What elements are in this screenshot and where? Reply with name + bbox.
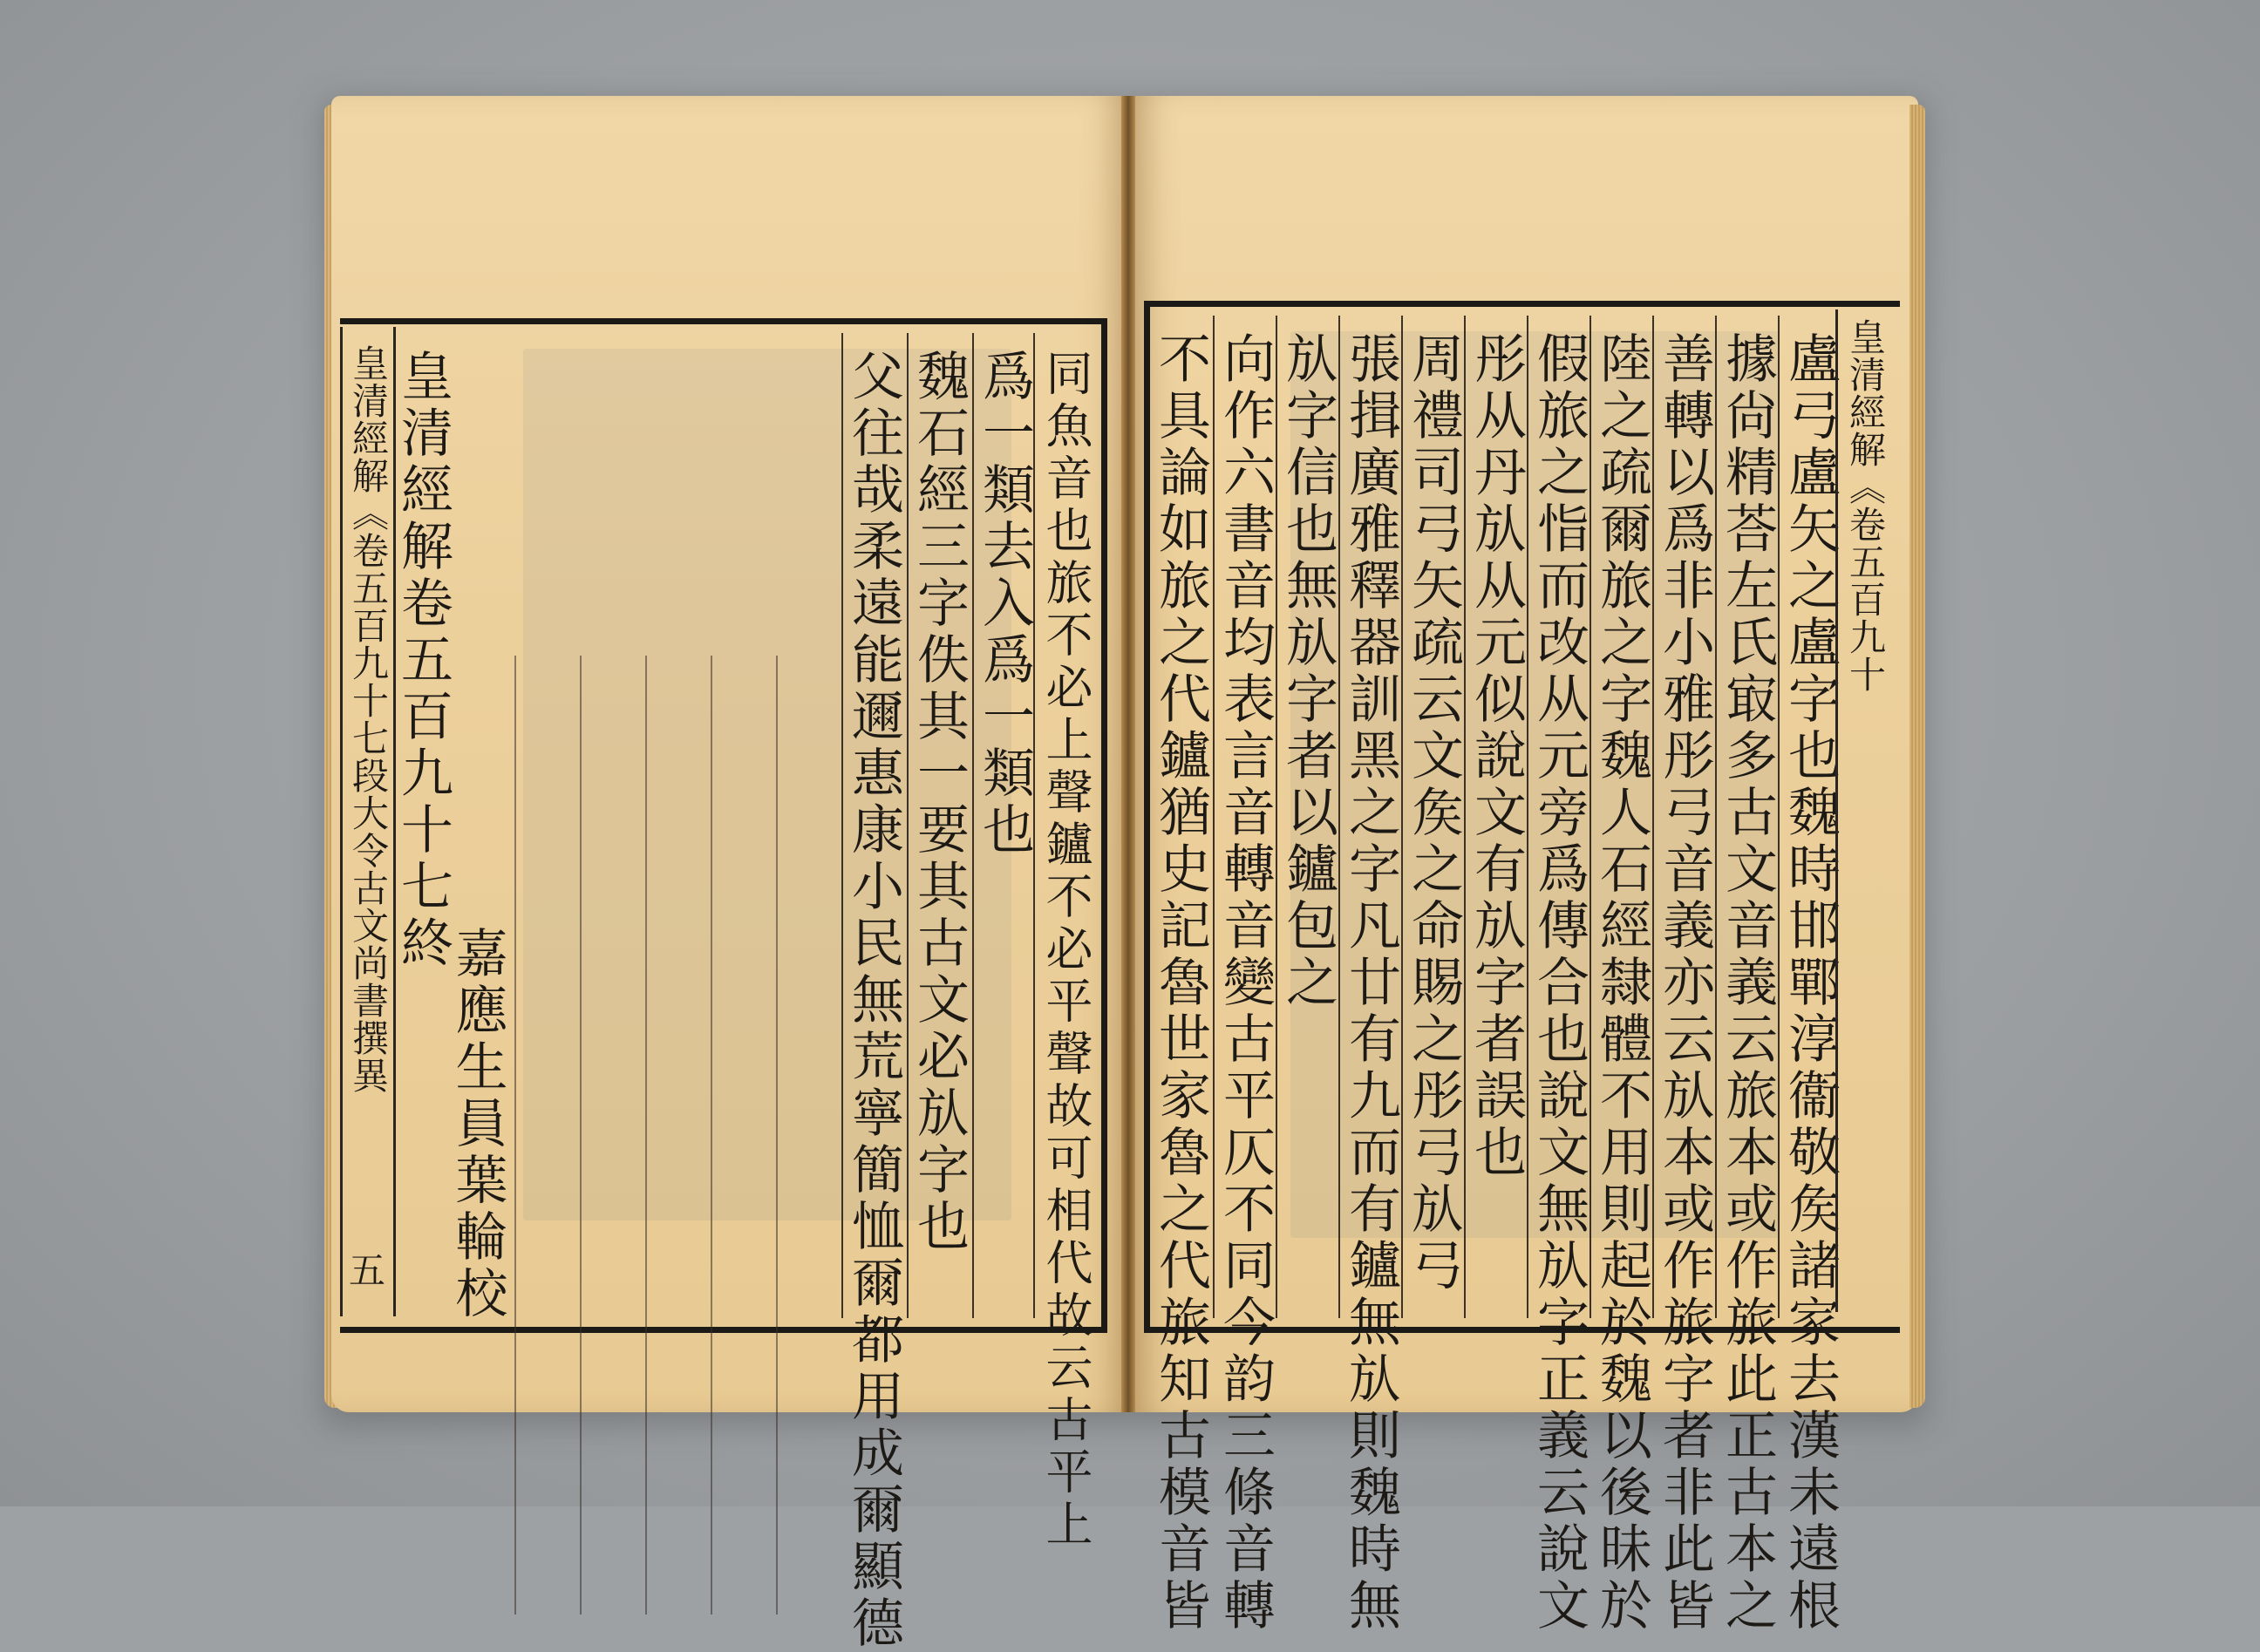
left-margin-strip: [340, 327, 396, 1316]
book-gutter: [1121, 96, 1135, 1412]
text-column: [841, 333, 904, 1652]
right-column-1: 盧弓盧矢之盧字也魏時邯鄲淳衞敬矦諸家去漢未遠根: [1780, 331, 1841, 1635]
right-column-5: 假旅之恉而改从元旁爲傳合也說文無㫃字正義云說文: [1528, 331, 1589, 1635]
text-column: [1276, 316, 1338, 1318]
text-column: [445, 333, 510, 1322]
frame-inner-border: [1101, 324, 1107, 1327]
left-column-1: 同魚音也旅不必上聲鑪不必平聲故可相代故云古平上: [1038, 349, 1093, 1552]
text-column: [1033, 333, 1096, 1552]
margin-title-left: 皇清經解《卷五百九十七段大令古文尚書撰異: [347, 344, 390, 1094]
ruled-column: [580, 656, 634, 1615]
right-column-11: 不具論如旅之代鑪猶史記魯世家魯之代旅知古模音皆: [1150, 331, 1211, 1635]
text-column: [1213, 316, 1276, 1635]
right-column-2: 據尙精荅左氏㝡多古文音義云旅本或作旅此正古本之: [1717, 331, 1778, 1635]
ruled-column: [514, 656, 568, 1615]
ruled-column: [711, 656, 765, 1615]
text-column: [1464, 316, 1527, 1318]
text-column: [1652, 316, 1715, 1635]
right-column-7: 周禮司弓矢疏云文矦之命賜之彤弓㫃弓: [1403, 331, 1464, 1295]
margin-page-number: 五: [349, 1249, 386, 1292]
text-column: [1150, 316, 1211, 1635]
text-column: [1338, 316, 1401, 1635]
ruled-column: [645, 656, 699, 1615]
right-column-10: 向作六書音均表言音轉音變古平仄不同今韵三條音轉: [1215, 331, 1276, 1635]
right-margin-strip: [1835, 309, 1892, 1312]
left-column-4: 父往哉柔遠能邇惠康小民無荒寧簡恤爾都用成爾顯德: [843, 349, 904, 1652]
text-column: [972, 333, 1035, 1318]
volume-end-title: 皇清經解卷五百九十七終: [392, 349, 453, 972]
page-edges-right: [1909, 105, 1925, 1408]
text-column: [1589, 316, 1652, 1635]
left-page-frame: [340, 318, 1107, 1652]
editor-credit: 嘉應生員葉輪校: [446, 926, 508, 1322]
margin-title-right: 皇清經解《卷五百九十: [1844, 318, 1887, 693]
right-column-6: 彤从丹㫃从元似說文有㫃字者誤也: [1466, 331, 1527, 1181]
left-column-2: 爲一類去入爲一類也: [974, 349, 1035, 859]
text-column: [1401, 316, 1464, 1318]
left-column-3: 魏石經三字佚其一要其古文必㫃字也: [909, 349, 970, 1255]
right-column-8: 張揖廣雅釋器訓黑之字凡廿有九而有鑪無㫃則魏時無: [1340, 331, 1401, 1635]
right-column-3: 善轉以爲非小雅彤弓音義亦云㫃本或作旅字者非此皆: [1654, 331, 1715, 1635]
text-column: [1527, 316, 1589, 1635]
right-page-frame: [1144, 301, 1900, 1635]
text-column: [907, 333, 970, 1318]
right-column-9: 㫃字信也無㫃字者以鑪包之: [1277, 331, 1338, 1011]
right-column-4: 陸之疏爾旅之字魏人石經隸體不用則起於魏以後昧於: [1591, 331, 1652, 1635]
text-column: [1715, 316, 1778, 1635]
text-column: [1778, 316, 1841, 1635]
ruled-column: [776, 656, 830, 1615]
